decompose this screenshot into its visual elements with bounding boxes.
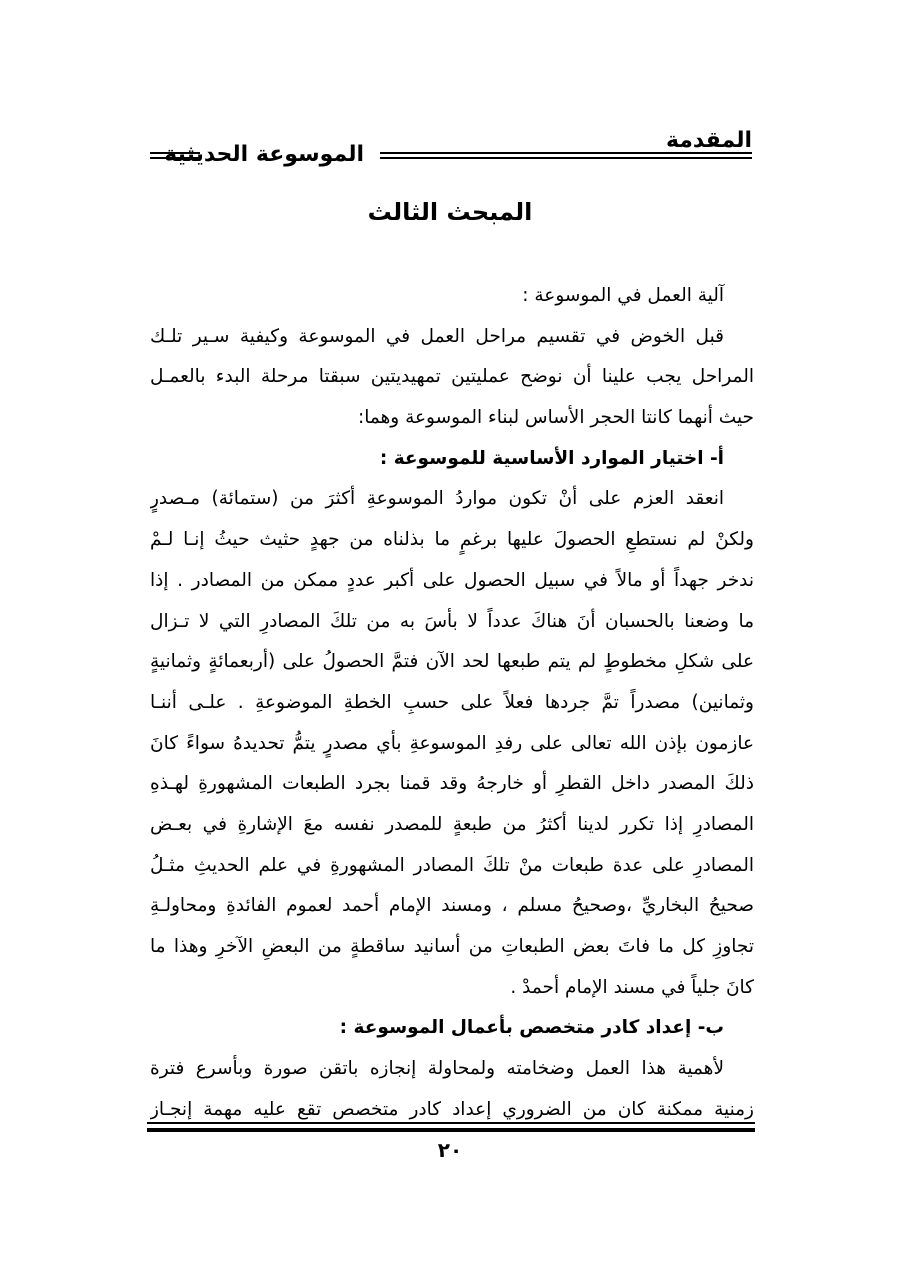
paragraph-line: انعقد العزم على أنْ تكون مواردُ الموسوعةِ أكثرَ من (ستمائة) مـصدرٍ [150,488,724,510]
footer-rule-thick [147,1128,755,1132]
paragraph-line: عازمون بإذن الله تعالى على رفدِ الموسوعةِ بأي مصدرٍ يتمُّ تحديدهُ سواءً كانَ [150,732,754,754]
subheading-staff: ب- إعداد كادر متخصص بأعمال الموسوعة : [339,1017,724,1039]
paragraph-line: ما وضعنا بالحسبان أنَ هناكَ عدداً لا بأسَ به من تلكَ المصادرِ التي لا تـزال [150,610,754,632]
header-rule-right [380,152,752,159]
section-title: المبحث الثالث [367,198,533,226]
paragraph-line: حيث أنهما كانتا الحجر الأساس لبناء الموسوعة وهما: [357,407,754,429]
paragraph-line: زمنية ممكنة كان من الضروري إعداد كادر متخصص تقع عليه مهمة إنجـاز [150,1098,754,1120]
paragraph-line: ولكنْ لم نستطعِ الحصولَ عليها برغمٍ ما بذلناه من جهدٍ حثيث حيثُ إنـا لـمْ [150,529,754,551]
paragraph-line: تجاوزِ كل ما فاتَ بعض الطبعاتِ من أسانيد ساقطةٍ من البعضِ الآخرِ وهذا ما [150,936,754,957]
header-book-title: الموسوعة الحديثية [164,142,364,167]
subheading-work-mechanism: آلية العمل في الموسوعة : [522,285,724,306]
paragraph-line: لأهمية هذا العمل وضخامته ولمحاولة إنجازه باتقن صورة وبأسرع فترة [150,1058,724,1080]
paragraph-line: صحيحُ البخاريِّ ،وصحيحُ مسلم ، ومسند الإمام أحمد لعموم الفائدةِ ومحاولـةِ [150,895,754,917]
paragraph-line: قبل الخوض في تقسيم مراحل العمل في الموسوعة وكيفية سـير تلـك [150,325,724,347]
paragraph-line: كانَ جلياً في مسند الإمام أحمدْ . [510,976,754,998]
body-text [150,276,754,1130]
paragraph-line: على شكلِ مخطوطٍ لم يتم طبعها لحد الآن فتمَّ الحصولُ على (أربعمائةٍ وثمانيةٍ [150,651,754,673]
paragraph-line: المصادرِ إذا تكرر لدينا أكثرُ من طبعةٍ للمصدر نفسه معَ الإشارةِ في بعـض [150,813,754,835]
subheading-resources: أ- اختيار الموارد الأساسية للموسوعة : [379,447,724,469]
footer-rule-thin [147,1122,755,1124]
paragraph-line: وثمانين) مصدراً تمَّ جردها فعلاً على حسبِ الخطةِ الموضوعةِ . علـى أننـا [150,691,754,713]
page-number: ٢٠ [437,1138,463,1162]
header-rule-left [150,152,200,159]
paragraph-line: المصادرِ على عدة طبعات منْ تلكَ المصادر المشهورةِ في علم الحديثِ مثـلُ [150,854,754,876]
paragraph-line: ذلكَ المصدر داخل القطرِ أو خارجهُ وقد قمنا بجرد الطبعات المشهورةِ لهـذهِ [150,773,754,795]
paragraph-line: المراحل يجب علينا أن نوضح عمليتين تمهيديتين سبقتا مرحلة البدء بالعمـل [150,366,754,388]
paragraph-line: ندخر جهداً أو مالاً في سبيل الحصول على أكبر عددٍ ممكن من المصادر . إذا [150,569,754,591]
header-chapter-title: المقدمة [665,128,752,153]
